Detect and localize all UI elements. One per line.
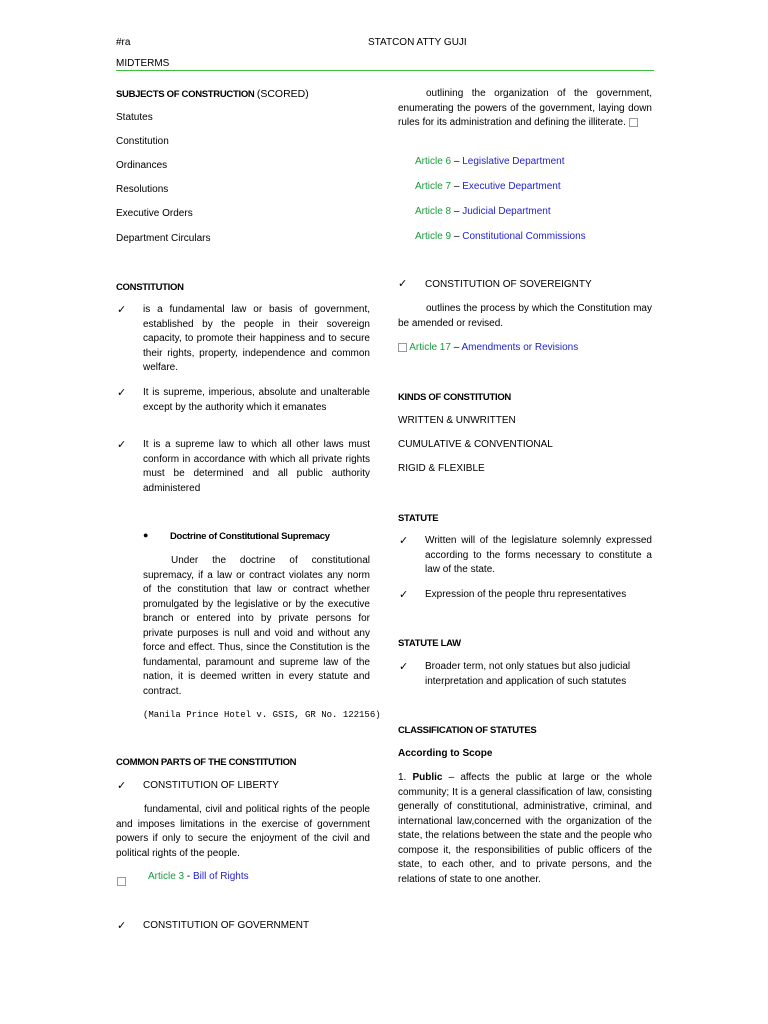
kind-item: RIGID & FLEXIBLE <box>398 463 485 474</box>
checkbox-icon <box>629 118 638 127</box>
check-icon: ✓ <box>117 780 127 792</box>
bullet-icon: ● <box>143 530 149 540</box>
liberty-heading: CONSTITUTION OF LIBERTY <box>143 780 279 791</box>
doctrine-text: Under the doctrine of constitutional supremacy, if a law or contract violates any norm of the constitution that law or contract whether promulgated by the legislative or by the executive branch or entered into by private persons for private purposes is null and void and without any force and effect. Thus, since the Constitution is the fundamental, paramount and supreme law of the nation, it is deemed written in every statute and contract. <box>143 555 370 697</box>
doctrine-heading: Doctrine of Constitutional Supremacy <box>170 531 330 542</box>
check-icon: ✓ <box>117 387 127 399</box>
scope-heading: According to Scope <box>398 748 493 759</box>
check-icon: ✓ <box>399 535 409 547</box>
kinds-heading: KINDS OF CONSTITUTION <box>398 392 511 403</box>
header-title: STATCON ATTY GUJI <box>368 37 467 48</box>
government-text: outlining the organization of the government, enumerating the powers of the government, laying down rules for its administration and defining the illiterate. <box>398 88 652 128</box>
article-3-ref: Article 3 - Bill of Rights <box>148 871 249 882</box>
check-icon: ✓ <box>117 920 127 932</box>
article-ref: Article 9 – Constitutional Commissions <box>415 231 586 242</box>
check-icon: ✓ <box>399 589 409 601</box>
check-icon: ✓ <box>117 304 127 316</box>
subjects-heading: SUBJECTS OF CONSTRUCTION (SCORED) <box>116 88 309 100</box>
check-icon: ✓ <box>399 661 409 673</box>
constitution-point: It is a supreme law to which all other laws must conform in accordance with which all private rights must be determined and all public authority administered <box>143 439 370 494</box>
statute-law-point: Broader term, not only statues but also judicial interpretation and application of such statutes <box>425 661 631 687</box>
constitution-point: It is supreme, imperious, absolute and unalterable except by the authority which it emanates <box>143 387 370 413</box>
sovereignty-text: outlines the process by which the Constitution may be amended or revised. <box>398 303 652 329</box>
liberty-text: fundamental, civil and political rights of the people and imposes limitations in the exercise of government powers if only to secure the enjoyment of the civil and political rights of the people. <box>116 804 370 859</box>
constitution-heading: CONSTITUTION <box>116 282 184 293</box>
subject-item: Statutes <box>116 112 153 123</box>
header-left: #ra <box>116 37 131 48</box>
check-icon: ✓ <box>398 278 408 290</box>
subject-item: Ordinances <box>116 160 168 171</box>
header-subtitle: MIDTERMS <box>116 58 170 69</box>
kind-item: WRITTEN & UNWRITTEN <box>398 415 516 426</box>
constitution-point: is a fundamental law or basis of government, established by the people in their sovereign capacity, to promote their happiness and to secure their rights, property, independence and common welfare. <box>143 304 370 373</box>
check-icon: ✓ <box>117 439 127 451</box>
article-ref: Article 8 – Judicial Department <box>415 206 551 217</box>
subject-item: Constitution <box>116 136 169 147</box>
article-ref: Article 7 – Executive Department <box>415 181 561 192</box>
classification-heading: CLASSIFICATION OF STATUTES <box>398 725 537 736</box>
subject-item: Department Circulars <box>116 233 211 244</box>
case-citation: (Manila Prince Hotel v. GSIS, GR No. 122156) <box>143 710 381 720</box>
subject-item: Resolutions <box>116 184 169 195</box>
statute-point: Written will of the legislature solemnly expressed according to the forms necessary to constitute a law of the state. <box>425 535 652 575</box>
statute-heading: STATUTE <box>398 513 439 524</box>
statute-point: Expression of the people thru representatives <box>425 589 627 600</box>
kind-item: CUMULATIVE & CONVENTIONAL <box>398 439 553 450</box>
sovereignty-heading: CONSTITUTION OF SOVEREIGNTY <box>425 279 592 290</box>
header-rule <box>116 70 654 71</box>
checkbox-icon <box>117 873 126 891</box>
article-ref: Article 6 – Legislative Department <box>415 156 565 167</box>
common-parts-heading: COMMON PARTS OF THE CONSTITUTION <box>116 757 297 768</box>
public-definition: 1. Public – affects the public at large or the whole community; It is a general classification of law, consisting generally of constitutional, administrative, criminal, and international law,concerned with the organization of the state, the relations between the state and the people who compose it, the responsibilities of public officers of the state, to each other, and to private persons, and the relations of state to one another. <box>398 772 653 885</box>
article-17-ref: Article 17 – Amendments or Revisions <box>398 341 578 356</box>
government-heading: CONSTITUTION OF GOVERNMENT <box>143 920 310 931</box>
statute-law-heading: STATUTE LAW <box>398 638 461 649</box>
subject-item: Executive Orders <box>116 208 193 219</box>
